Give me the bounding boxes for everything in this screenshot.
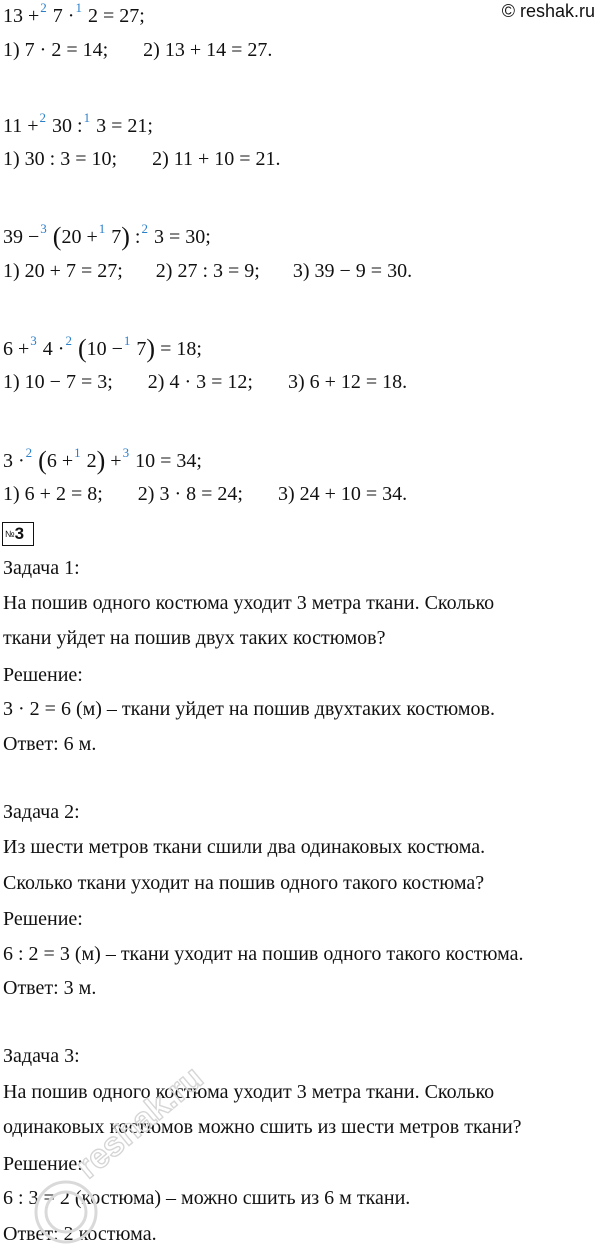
order-mark: 2	[65, 333, 72, 348]
order-mark: 1	[98, 221, 106, 236]
order-mark: 1	[74, 445, 81, 460]
expr-text: 4 ·	[42, 338, 65, 360]
steps-4	[3, 370, 407, 394]
task-2-solution: 6 : 2 = 3 (м) – ткани уходит на пошив одного такого костюма.	[3, 943, 524, 965]
task-2-solution-label: Решение:	[3, 908, 83, 930]
paren: (	[77, 334, 87, 363]
paren: (	[38, 446, 47, 475]
paren: )	[146, 334, 156, 363]
paren: )	[96, 446, 106, 475]
expr-text: 6 +	[3, 338, 30, 360]
step: 2) 4 · 3 = 12;	[147, 371, 253, 393]
expr-text: 3 ·	[3, 450, 25, 472]
order-mark: 2	[25, 445, 33, 460]
step: 1) 30 : 3 = 10;	[3, 148, 118, 170]
step: 3) 24 + 10 = 34.	[277, 483, 408, 505]
expr-text: 2 = 27;	[87, 5, 145, 27]
expr-text: 30 :	[52, 115, 83, 137]
expr-text: 3 = 21;	[96, 115, 153, 137]
steps-2	[3, 147, 281, 171]
step: 2) 11 + 10 = 21.	[152, 148, 281, 170]
expression-2	[3, 110, 153, 140]
order-mark: 1	[75, 0, 82, 15]
exercise-number: 3	[14, 524, 25, 543]
expr-text: 6 +	[46, 450, 74, 472]
step: 2) 3 · 8 = 24;	[137, 483, 243, 505]
step: 3) 6 + 12 = 18.	[287, 371, 408, 393]
order-mark: 1	[83, 110, 91, 125]
steps-3	[3, 259, 412, 283]
expr-text: 3 = 30;	[153, 226, 211, 248]
exercise-number-badge	[2, 522, 34, 546]
task-3-text-line-2: одинаковых костюмов можно сшить из шести метров ткани?	[3, 1116, 522, 1138]
watermark: © reshak.ru	[501, 1, 595, 21]
steps-1	[3, 38, 272, 62]
task-3-answer: Ответ: 2 костюма.	[3, 1223, 157, 1245]
expr-text: = 18;	[160, 338, 202, 360]
task-1-text-line-2: ткани уйдет на пошив двух таких костюмов?	[3, 627, 386, 649]
expr-text: 7	[136, 338, 147, 360]
task-3-solution-label: Решение:	[3, 1153, 83, 1175]
task-3-solution: 6 : 3 = 2 (костюма) – можно сшить из 6 м ткани.	[3, 1187, 411, 1209]
paren: (	[52, 222, 62, 251]
expr-text: 10 = 34;	[135, 450, 202, 472]
step: 2) 13 + 14 = 27.	[143, 39, 273, 61]
expr-text: 11 +	[3, 115, 39, 137]
step: 2) 27 : 3 = 9;	[155, 260, 260, 282]
step: 1) 20 + 7 = 27;	[3, 260, 123, 282]
task-1-solution: 3 · 2 = 6 (м) – ткани уйдет на пошив двухтаких костюмов.	[3, 698, 495, 720]
task-3-text-line-1: На пошив одного костюма уходит 3 метра ткани. Сколько	[3, 1081, 495, 1103]
expr-text: 13 +	[3, 5, 40, 27]
order-mark: 2	[141, 221, 148, 236]
expression-5	[3, 447, 202, 475]
order-mark: 2	[40, 0, 47, 15]
order-mark: 2	[39, 110, 47, 125]
task-2-text-line-2: Сколько ткани уходит на пошив одного такого костюма?	[3, 872, 485, 894]
expr-text: :	[134, 226, 141, 248]
expr-text: 10 −	[86, 338, 123, 360]
expr-text: 39 −	[3, 226, 40, 248]
task-2-text-line-1: Из шести метров ткани сшили два одинаковых костюма.	[3, 836, 486, 858]
task-1-text-line-1: На пошив одного костюма уходит 3 метра ткани. Сколько	[3, 592, 495, 614]
order-mark: 3	[30, 333, 37, 348]
order-mark: 3	[122, 445, 130, 460]
expr-text: 7	[111, 226, 122, 248]
expr-text: 7 ·	[52, 5, 75, 27]
step: 1) 6 + 2 = 8;	[3, 483, 103, 505]
number-sign: №	[5, 529, 15, 539]
stamp-text: reshak.ru	[68, 1058, 211, 1187]
steps-5	[3, 482, 407, 506]
step: 3) 39 − 9 = 30.	[292, 260, 413, 282]
expr-text: +	[110, 450, 122, 472]
expression-1	[3, 0, 145, 30]
task-2-title: Задача 2:	[3, 801, 80, 823]
order-mark: 3	[40, 221, 47, 236]
step: 1) 7 · 2 = 14;	[3, 39, 109, 61]
step: 1) 10 − 7 = 3;	[3, 371, 113, 393]
expr-text: 20 +	[61, 226, 98, 248]
task-1-title: Задача 1:	[3, 557, 80, 579]
task-1-solution-label: Решение:	[3, 664, 83, 686]
task-3-title: Задача 3:	[3, 1045, 80, 1067]
task-1-answer: Ответ: 6 м.	[3, 733, 97, 755]
expression-3	[3, 223, 211, 251]
order-mark: 1	[123, 333, 131, 348]
task-2-answer: Ответ: 3 м.	[3, 977, 97, 999]
expr-text: 2	[86, 450, 97, 472]
expression-4	[3, 335, 202, 363]
paren: )	[121, 222, 130, 251]
